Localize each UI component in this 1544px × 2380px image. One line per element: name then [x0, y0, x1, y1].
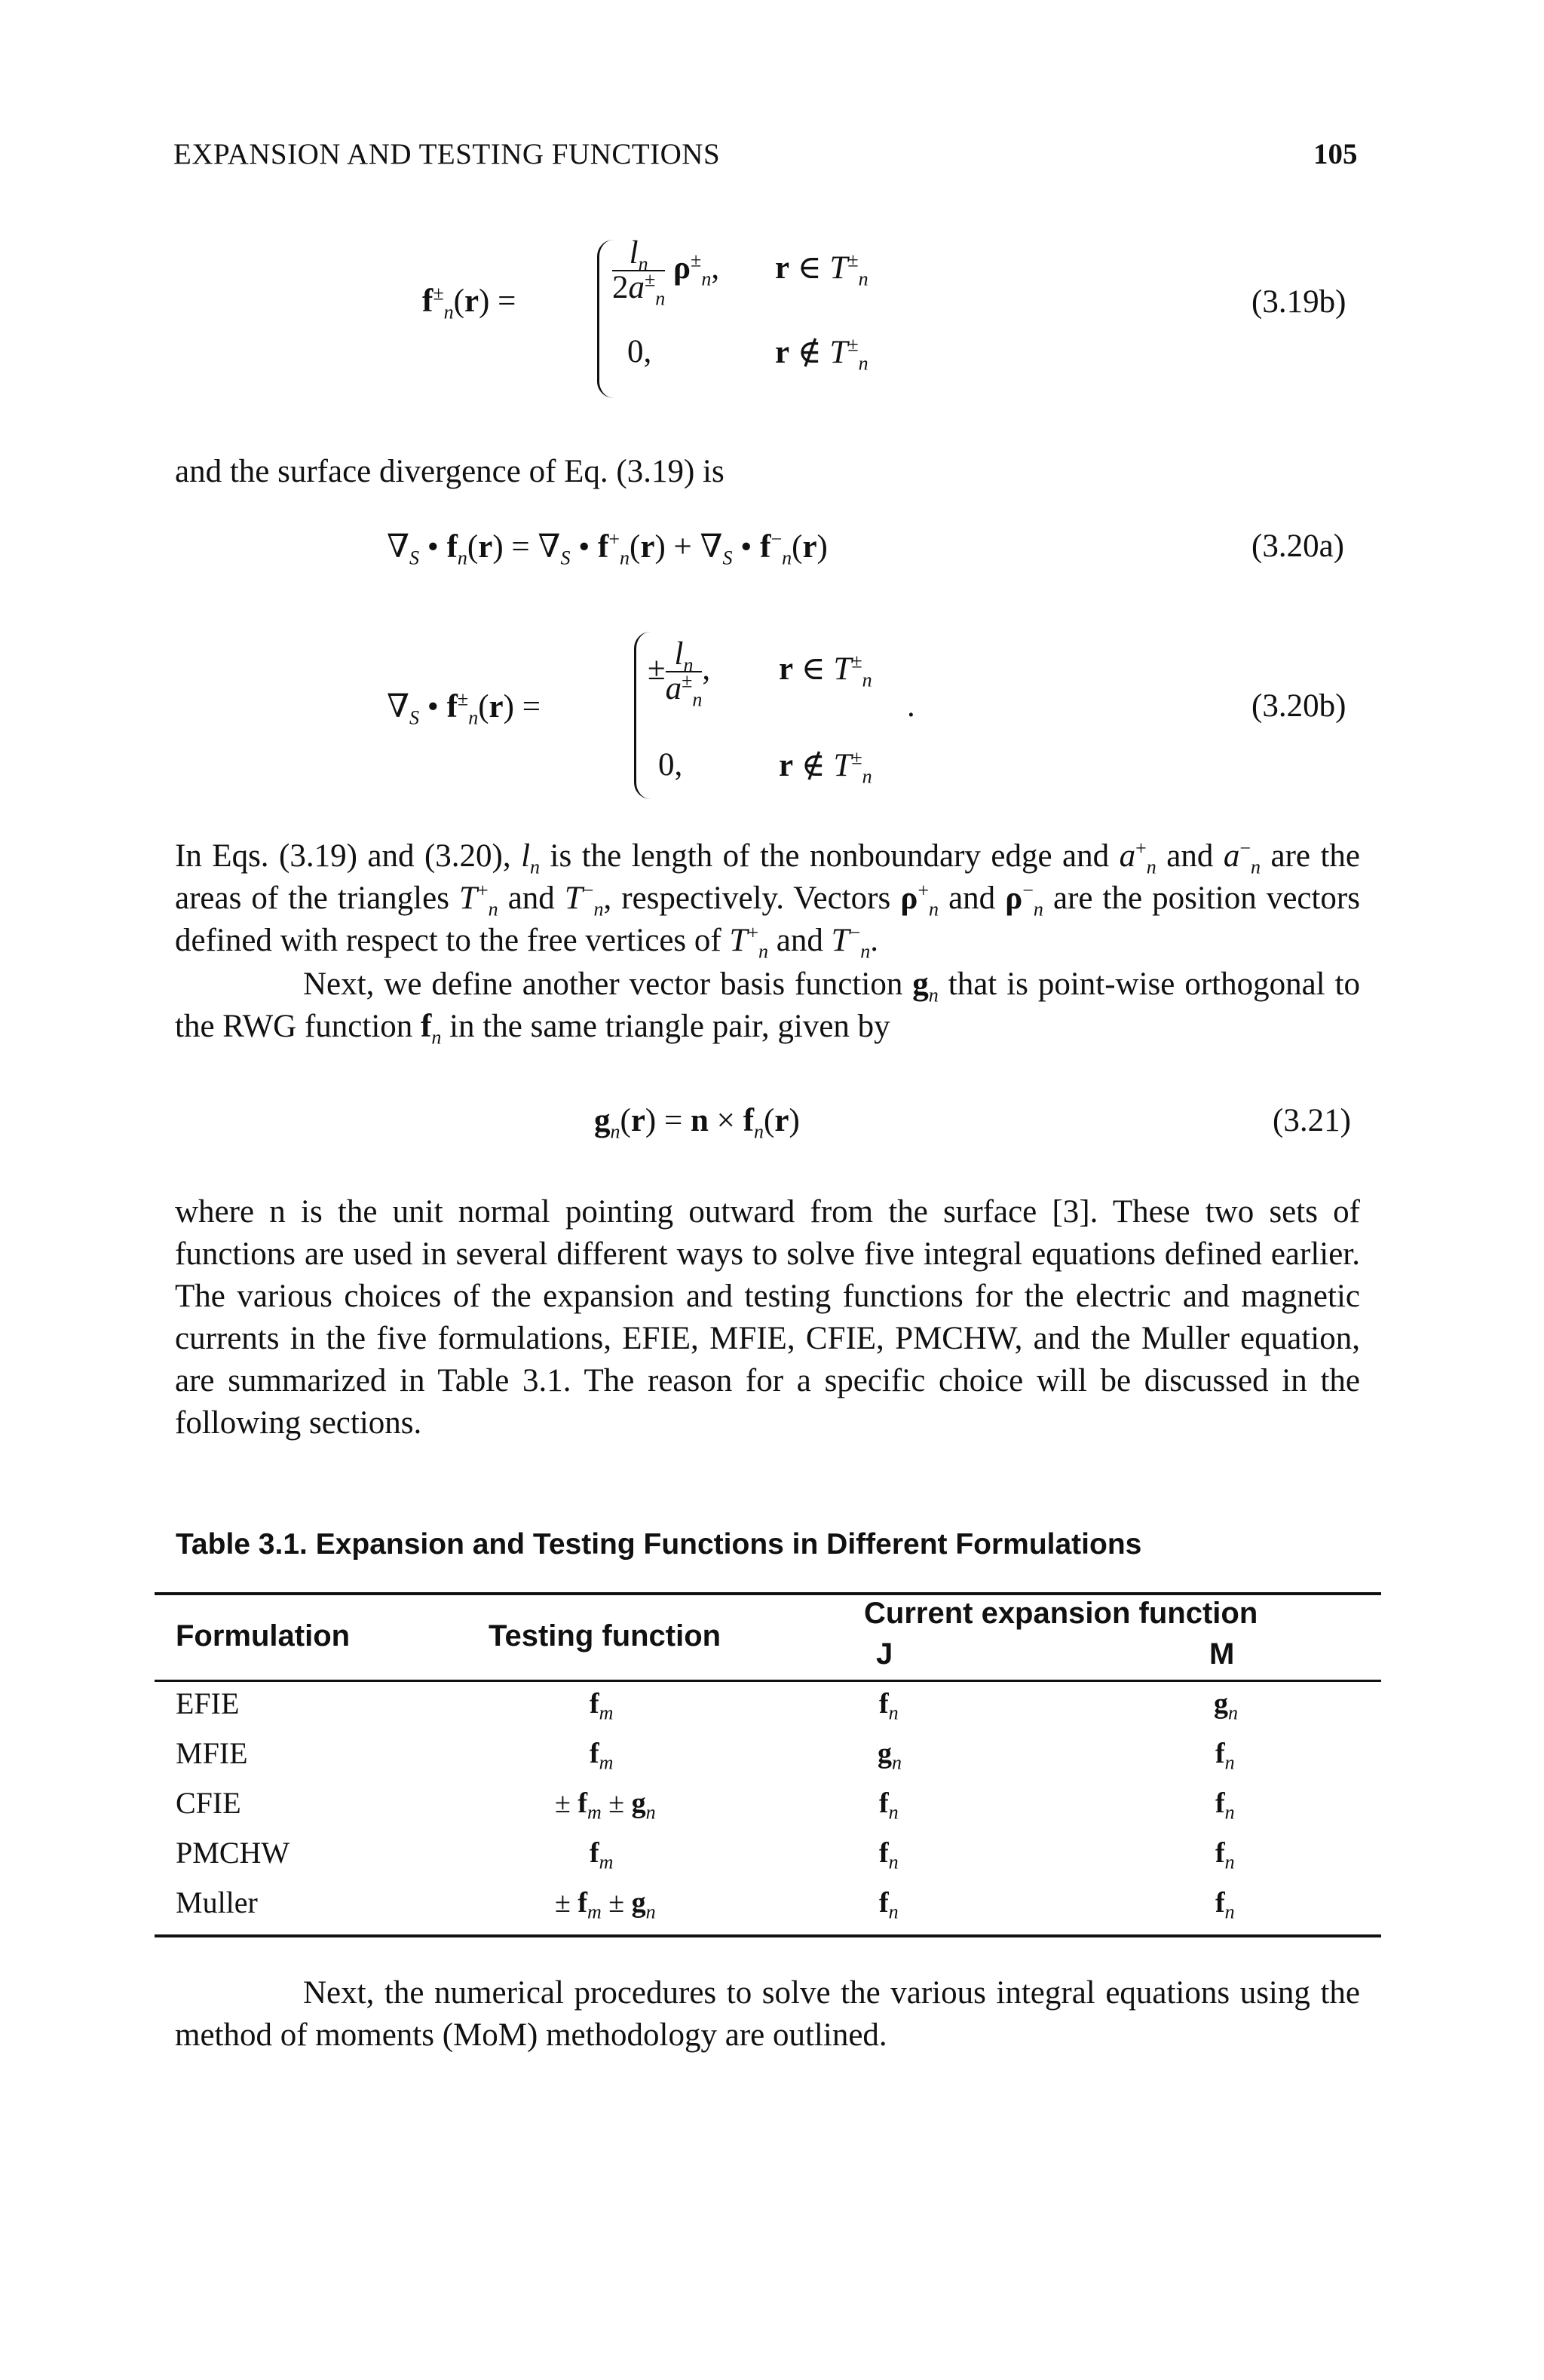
- table-cell-j: $f_n$: [879, 1787, 899, 1824]
- table-top-rule: [155, 1592, 1381, 1595]
- table-cell-m: $f_n$: [1215, 1738, 1235, 1774]
- equation-3-20b: $\nabla_S$ • $f^\pm_n(r)$ = ± $\frac{l_n}{a^\pm_n}$ , r ∈ $T^\pm_n$ . 0, r ∉ $T^\pm_n$: [387, 618, 960, 814]
- table-cell-m: $f_n$: [1215, 1837, 1235, 1873]
- table-cell-j: $f_n$: [879, 1837, 899, 1873]
- table-bottom-rule: [155, 1934, 1381, 1937]
- equation-number-3-19b: (3.19b): [1251, 284, 1346, 320]
- table-cell-testing: ± $f_m \pm g_n$: [555, 1787, 656, 1824]
- table-cell-testing: $f_m$: [590, 1837, 614, 1873]
- equation-intro-text: and the surface divergence of Eq. (3.19) is: [175, 454, 725, 489]
- equation-3-20a: $\nabla_S$ • $f_n(r) = \nabla_S$ • $f^+_n(r) + \nabla_S$ • $f^-_n(r)$: [387, 528, 828, 569]
- table-cell-j: $g_n$: [878, 1738, 902, 1774]
- paragraph-basis-function: Next, we define another vector basis function $g_n$ that is point-wise orthogonal to the RWG function $f_n$ in the same triangle pair, given by: [175, 966, 1361, 1049]
- header-current-expansion: Current expansion function: [864, 1597, 1258, 1630]
- header-m: M: [1209, 1637, 1235, 1671]
- table-cell-j: $f_n$: [879, 1688, 899, 1724]
- equation-number-3-20b: (3.20b): [1251, 688, 1346, 724]
- table-header-rule: [155, 1680, 1381, 1682]
- equation-3-19b: $f^\pm_n(r)$ = $\frac{l_n}{2a^\pm_n}$ $\rho^\pm_n$, r ∈ $T^\pm_n$ 0, r ∉ $T^\pm_n$: [422, 226, 950, 422]
- table-cell-m: $f_n$: [1215, 1787, 1235, 1824]
- table-caption: Table 3.1. Expansion and Testing Functions in Different Formulations: [176, 1528, 1142, 1561]
- table-cell-formulation: PMCHW: [176, 1836, 290, 1870]
- paragraph-formulations: where n is the unit normal pointing outward from the surface [3]. These two sets of functions are used in several different ways to solve five integral equations defined earlier. The various choices of the expansion and testing functions for the electric and magnetic currents in the five formulations, EFIE, MFIE, CFIE, PMCHW, and the Muller equation, are summarized in Table 3.1. The reason for a specific choice will be discussed in the following sections.: [175, 1194, 1360, 1441]
- header-j: J: [876, 1637, 893, 1671]
- table-cell-testing: ± $f_m \pm g_n$: [555, 1887, 656, 1923]
- table-cell-testing: $f_m$: [590, 1738, 614, 1774]
- table-cell-formulation: EFIE: [176, 1686, 240, 1720]
- equation-number-3-21: (3.21): [1273, 1103, 1351, 1138]
- header-formulation: Formulation: [176, 1619, 351, 1653]
- header-testing-function: Testing function: [489, 1619, 721, 1653]
- table-cell-formulation: CFIE: [176, 1786, 241, 1820]
- table-cell-formulation: MFIE: [176, 1736, 248, 1770]
- page-number: 105: [1313, 138, 1358, 170]
- table-cell-formulation: Muller: [176, 1885, 258, 1919]
- table-cell-testing: $f_m$: [590, 1688, 614, 1724]
- equation-number-3-20a: (3.20a): [1251, 528, 1344, 564]
- paragraph-definitions: In Eqs. (3.19) and (3.20), $l_n$ is the length of the nonboundary edge and $a^+_n$ and $a^-_n$ are the areas of the triangles $T^+_n$ and $T^-_n$, respectively. Vectors $\rho^+_n$ and $\rho^-_n$ are the position vectors defined with respect to the free vertices of $T^+_n$ and $T^-_n$.: [175, 837, 1360, 963]
- table-cell-j: $f_n$: [879, 1887, 899, 1923]
- table-cell-m: $f_n$: [1215, 1887, 1235, 1923]
- running-title: EXPANSION AND TESTING FUNCTIONS: [173, 138, 721, 170]
- equation-3-21: $g_n(r) = n \times f_n(r)$: [594, 1103, 800, 1143]
- table-cell-m: $g_n$: [1214, 1688, 1238, 1724]
- paragraph-conclusion: Next, the numerical procedures to solve the various integral equations using the method of moments (MoM) methodology are outlined.: [175, 1975, 1360, 2053]
